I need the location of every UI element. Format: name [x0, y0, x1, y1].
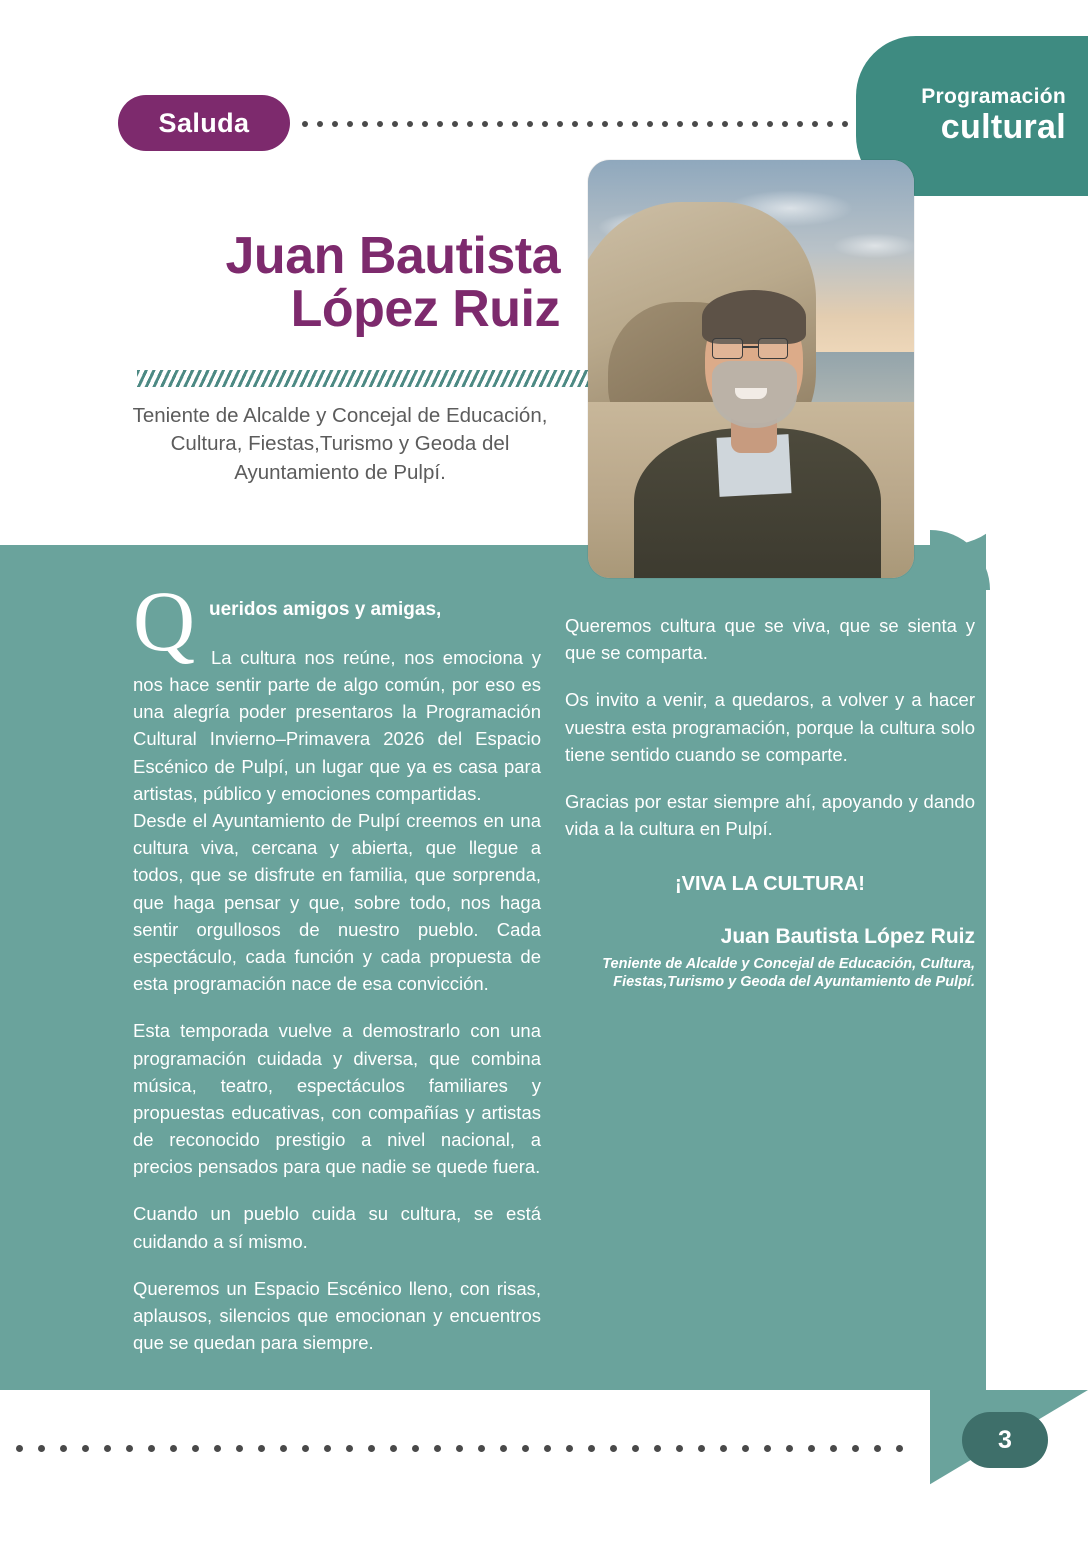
signature-role-line2: Fiestas,Turismo y Geoda del Ayuntamiento de Pulpí.: [613, 973, 975, 990]
dot: [377, 121, 383, 127]
profile-name: [130, 227, 560, 338]
dot: [764, 1445, 771, 1452]
dot: [797, 121, 803, 127]
dot: [786, 1445, 793, 1452]
photo-person-smile: [735, 388, 768, 399]
dot: [467, 121, 473, 127]
dot: [82, 1445, 89, 1452]
dot: [324, 1445, 331, 1452]
letter-paragraph: Desde el Ayuntamiento de Pulpí creemos en una cultura viva, cercana y abierta, que llegue a todos, que se disfrute en familia, que sorprenda, que haga pensar y que, sobre todo, nos haga sentir orgullosos de nuestro pueblo. Cada espectáculo, cada función y cada propuesta de esta programación nace de esa convicción.: [133, 810, 541, 995]
photo-glasses-right: [758, 338, 789, 360]
dot: [676, 1445, 683, 1452]
brand-title-line1: Programación: [921, 85, 1066, 108]
dot: [557, 121, 563, 127]
dot: [437, 121, 443, 127]
dot: [737, 121, 743, 127]
dot: [602, 121, 608, 127]
dot: [722, 121, 728, 127]
dot: [362, 121, 368, 127]
dot: [104, 1445, 111, 1452]
dot: [542, 121, 548, 127]
dot: [808, 1445, 815, 1452]
drop-cap: Q: [133, 573, 196, 669]
dot: [610, 1445, 617, 1452]
letter-opening: [133, 573, 541, 807]
dot: [148, 1445, 155, 1452]
dot: [522, 1445, 529, 1452]
letter-paragraph: Os invito a venir, a quedaros, a volver y a hacer vuestra esta programación, porque la cultura solo tiene sentido cuando se comparte.: [565, 689, 975, 765]
dot: [587, 121, 593, 127]
letter-paragraph: Gracias por estar siempre ahí, apoyando y dando vida a la cultura en Pulpí.: [565, 790, 975, 840]
page-number-label: 3: [998, 1425, 1012, 1454]
dot: [632, 1445, 639, 1452]
dot: [214, 1445, 221, 1452]
letter-paragraph: Queremos un Espacio Escénico lleno, con risas, aplausos, silencios que emocionan y encuentros que se quedan para siempre.: [133, 1277, 541, 1354]
dot: [390, 1445, 397, 1452]
dot: [170, 1445, 177, 1452]
dot: [452, 121, 458, 127]
dotted-divider-bottom: [16, 1442, 916, 1454]
dot: [692, 121, 698, 127]
profile-name-line2: López Ruiz: [290, 280, 560, 338]
dot: [347, 121, 353, 127]
dot: [38, 1445, 45, 1452]
dot: [566, 1445, 573, 1452]
dot: [654, 1445, 661, 1452]
letter-paragraph: Cuando un pueblo cuida su cultura, se está cuidando a sí mismo.: [133, 1203, 541, 1252]
dotted-divider-top: [302, 118, 850, 130]
dot: [527, 121, 533, 127]
section-badge-label: Saluda: [158, 107, 250, 138]
letter-left-column: [133, 573, 541, 1356]
dot: [126, 1445, 133, 1452]
white-bottom-strip: [0, 1390, 930, 1544]
letter-paragraph: La cultura nos reúne, nos emociona y nos hace sentir parte de algo común, por eso es una alegría poder presentaros la Programación Cultural Invierno–Primavera 2026 del Espacio Escénico de Pulpí, un lugar que ya es casa para artistas, público y emociones compartidas.: [133, 646, 541, 804]
dot: [852, 1445, 859, 1452]
dot: [782, 121, 788, 127]
dot: [812, 121, 818, 127]
photo-glasses-bridge: [743, 346, 758, 348]
brand-title: [866, 86, 1066, 146]
dot: [407, 121, 413, 127]
dot: [767, 121, 773, 127]
dot: [827, 121, 833, 127]
dot: [588, 1445, 595, 1452]
white-right-column: [986, 530, 1088, 1390]
profile-name-line1: Juan Bautista: [225, 227, 560, 285]
dot: [698, 1445, 705, 1452]
dot: [896, 1445, 903, 1452]
dot: [16, 1445, 23, 1452]
dot: [662, 121, 668, 127]
dot: [192, 1445, 199, 1452]
dot: [677, 121, 683, 127]
hatched-rule: [137, 370, 592, 387]
profile-role: Teniente de Alcalde y Concejal de Educación, Cultura, Fiestas,Turismo y Geoda del Ayuntamiento de Pulpí.: [132, 404, 548, 484]
dot: [632, 121, 638, 127]
dot: [422, 121, 428, 127]
dot: [280, 1445, 287, 1452]
dot: [512, 121, 518, 127]
dot: [720, 1445, 727, 1452]
profile-photo: [588, 160, 914, 578]
dot: [617, 121, 623, 127]
brand-title-line2: cultural: [940, 108, 1066, 147]
dot: [647, 121, 653, 127]
dot: [752, 121, 758, 127]
dot: [302, 1445, 309, 1452]
dot: [434, 1445, 441, 1452]
dot: [60, 1445, 67, 1452]
photo-person-hair: [702, 290, 806, 344]
dot: [236, 1445, 243, 1452]
dot: [500, 1445, 507, 1452]
dot: [544, 1445, 551, 1452]
dot: [258, 1445, 265, 1452]
letter-paragraph: Esta temporada vuelve a demostrarlo con una programación cuidada y diversa, que combina música, teatro, espectáculos familiares y propuestas educativas, con compañías y artistas de reconocido prestigio a nivel nacional, a precios pensados para que nadie se quede fuera.: [133, 1020, 541, 1178]
letter-greeting: ueridos amigos y amigas,: [209, 599, 442, 620]
dot: [302, 121, 308, 127]
letter-paragraph: Queremos cultura que se viva, que se sienta y que se comparta.: [565, 615, 975, 664]
dot: [346, 1445, 353, 1452]
signature-role-line1: Teniente de Alcalde y Concejal de Educación, Cultura,: [602, 955, 975, 972]
dot: [456, 1445, 463, 1452]
dot: [497, 121, 503, 127]
dot: [482, 121, 488, 127]
page-number-badge: [962, 1412, 1048, 1468]
dot: [842, 121, 848, 127]
section-badge-saluda: [118, 95, 290, 151]
signature-role: [565, 955, 975, 991]
dot: [830, 1445, 837, 1452]
dot: [707, 121, 713, 127]
dot: [392, 121, 398, 127]
letter-exclamation: ¡VIVA LA CULTURA!: [675, 873, 865, 896]
dot: [874, 1445, 881, 1452]
dot: [412, 1445, 419, 1452]
dot: [317, 121, 323, 127]
dot: [368, 1445, 375, 1452]
dot: [742, 1445, 749, 1452]
dot: [332, 121, 338, 127]
signature-name: Juan Bautista López Ruiz: [720, 924, 975, 948]
photo-glasses-left: [712, 338, 743, 360]
letter-right-column: [565, 612, 975, 991]
dot: [478, 1445, 485, 1452]
dot: [572, 121, 578, 127]
